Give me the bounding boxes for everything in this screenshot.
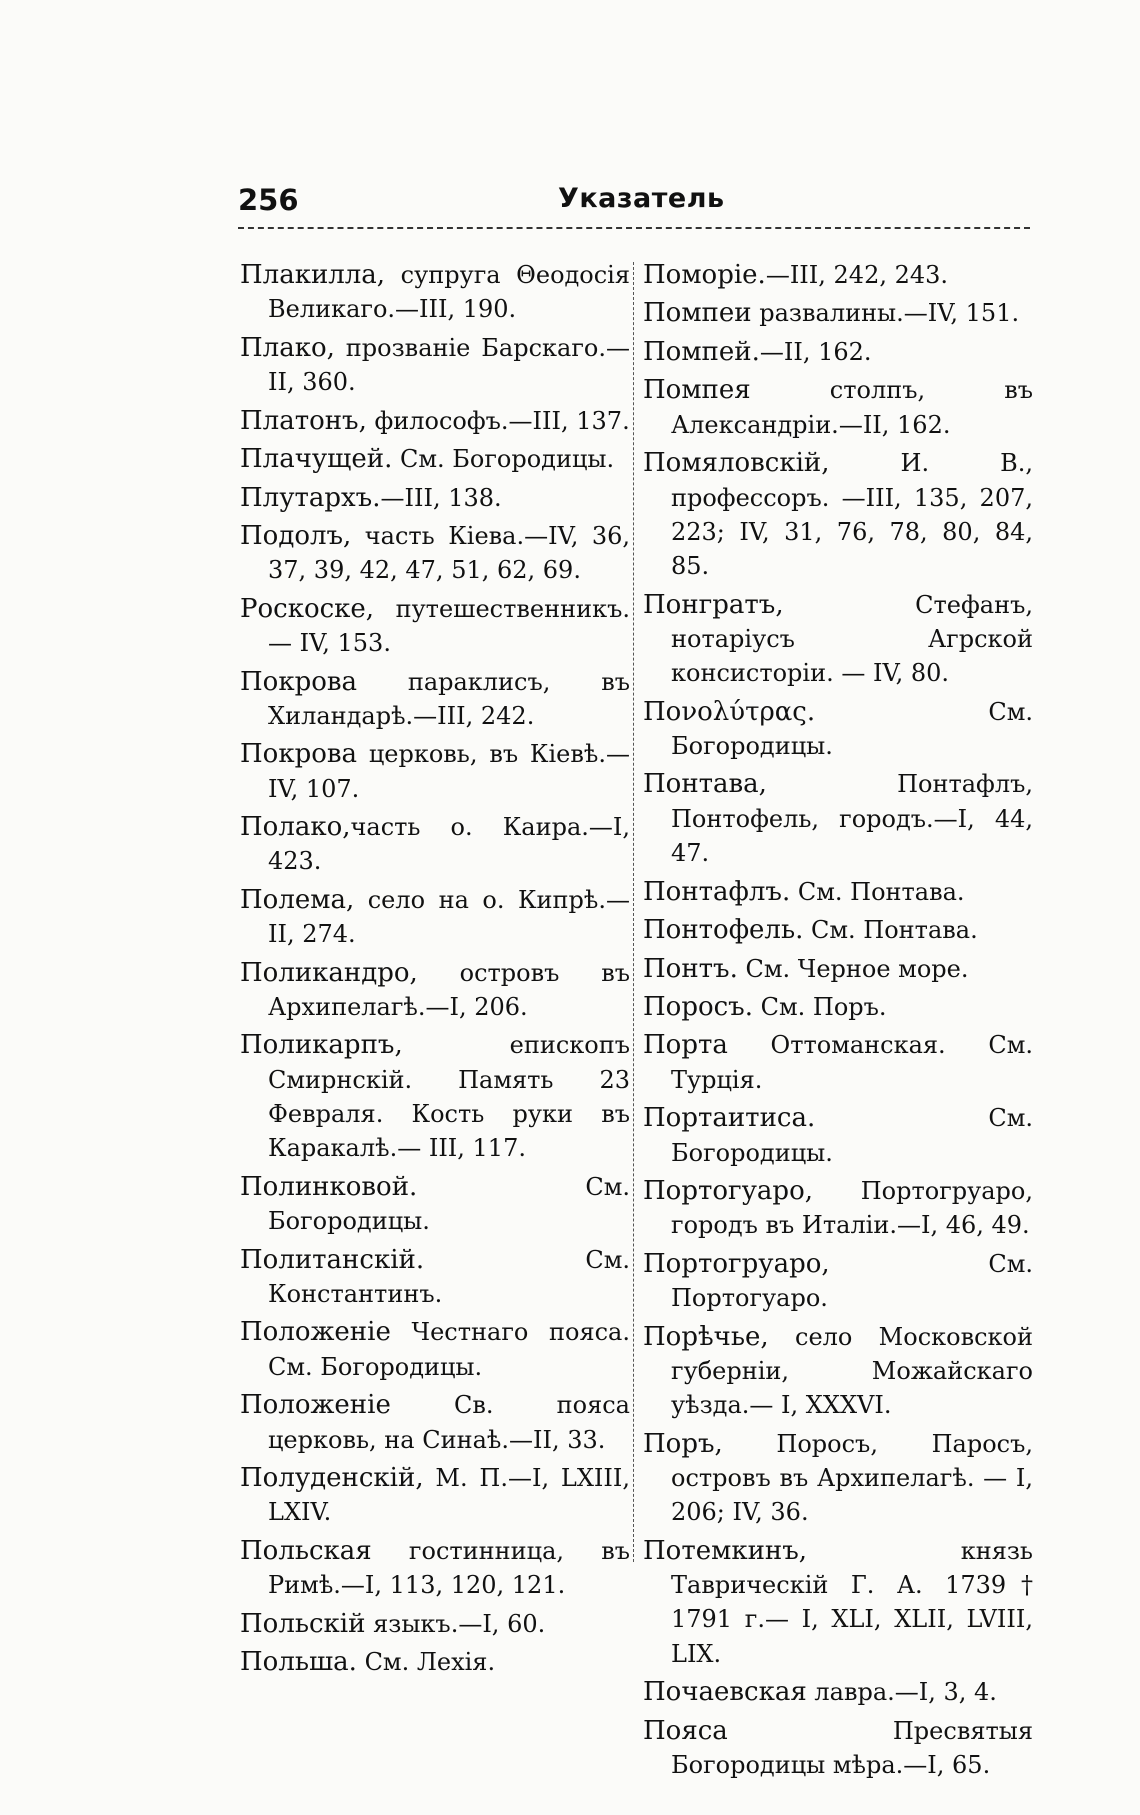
index-entry xyxy=(643,1714,1033,1783)
entry-heading: Поликандро, xyxy=(240,957,418,988)
index-entry xyxy=(643,1174,1033,1243)
entry-heading: Плутархъ. xyxy=(240,482,381,513)
entry-heading: Польша. xyxy=(240,1647,357,1678)
entry-text: параклисъ, въ Хиландарѣ.—III, 242. xyxy=(268,667,630,730)
entry-text: Портогруаро, городъ въ Италіи.—I, 46, 49. xyxy=(671,1177,1033,1240)
entry-text: гостинница, въ Римѣ.—I, 113, 120, 121. xyxy=(268,1536,630,1600)
index-entry xyxy=(240,1607,630,1641)
entry-text: Поросъ, Паросъ, островъ въ Архипелагѣ. — I, 206; IV, 36. xyxy=(671,1429,1033,1527)
index-entry xyxy=(240,1315,630,1384)
entry-heading: Подолъ, xyxy=(240,521,352,552)
entry-text: островъ въ Архипелагѣ.—I, 206. xyxy=(268,958,630,1021)
index-entry xyxy=(240,883,630,952)
entry-text: развалины.—IV, 151. xyxy=(751,299,1020,328)
entry-text: церковь, въ Кіевѣ.— IV, 107. xyxy=(268,740,630,803)
entry-heading: Помпея xyxy=(643,375,751,406)
entry-text: лавра.—I, 3, 4. xyxy=(806,1678,997,1707)
index-entry xyxy=(643,296,1033,330)
entry-heading: Помяловскій, xyxy=(643,448,830,479)
index-entry xyxy=(643,913,1033,947)
entry-heading: Плачущей. xyxy=(240,444,393,475)
index-entry xyxy=(240,519,630,588)
index-entry xyxy=(240,442,630,476)
entry-text: —III, 242, 243. xyxy=(765,261,949,289)
entry-heading: Поморіе. xyxy=(643,260,766,290)
index-entry xyxy=(643,990,1033,1024)
right-column xyxy=(643,258,1033,1786)
entry-heading: Почаевская xyxy=(643,1677,807,1708)
entry-heading: Помпеи xyxy=(643,298,752,329)
entry-text: См. Лехія. xyxy=(356,1648,496,1677)
entry-heading: Портогруаро, xyxy=(643,1248,830,1279)
entry-heading: Роскоске, xyxy=(240,593,375,624)
index-entry xyxy=(240,592,630,661)
entry-text: часть о. Каира.—I, 423. xyxy=(268,813,630,876)
entry-text: Честнаго пояса. См. Богородицы. xyxy=(268,1318,630,1381)
column-divider xyxy=(633,262,634,1562)
entry-text: Пресвятыя Богородицы мѣра.—I, 65. xyxy=(671,1716,1033,1779)
entry-heading: Польскій xyxy=(240,1608,366,1639)
entry-text: М. П.—I, LXIII, LXIV. xyxy=(268,1463,630,1527)
entry-text: И. В., профессоръ. —III, 135, 207, 223; IV, 31, 76, 78, 80, 84, 85. xyxy=(671,449,1033,581)
entry-text: См. Богородицы. xyxy=(392,445,615,474)
entry-heading: Платонъ, xyxy=(240,405,367,436)
entry-heading: Плакилла, xyxy=(240,260,386,290)
left-column xyxy=(240,258,630,1684)
index-entry xyxy=(643,767,1033,870)
index-entry xyxy=(240,810,630,879)
index-entry xyxy=(643,875,1033,909)
entry-heading: Помпей. xyxy=(643,336,760,367)
entry-heading: Полинковой. xyxy=(240,1171,418,1202)
entry-text: село на о. Кипрѣ.— II, 274. xyxy=(268,885,630,949)
entry-text: См. Черное море. xyxy=(737,954,969,983)
entry-text: См. Понтава. xyxy=(790,877,965,906)
entry-heading: Поликарпъ, xyxy=(240,1030,403,1061)
index-entry xyxy=(240,404,630,438)
entry-text: философъ.—III, 137. xyxy=(366,406,630,435)
entry-heading: Плако, xyxy=(240,332,335,363)
entry-heading: Поросъ. xyxy=(643,992,753,1022)
page-header xyxy=(238,183,1038,223)
entry-text: языкъ.—I, 60. xyxy=(365,1609,546,1638)
entry-text: См. Богородицы. xyxy=(671,1104,1033,1167)
entry-text: село Московской губерніи, Можайскаго уѣзда.— I, XXXVI. xyxy=(671,1322,1033,1420)
entry-text: —III, 138. xyxy=(380,483,502,512)
index-entry xyxy=(240,1243,630,1312)
index-entry xyxy=(240,665,630,734)
running-title: Указатель xyxy=(558,183,725,214)
index-entry xyxy=(240,1534,630,1603)
index-entry xyxy=(643,1427,1033,1530)
entry-heading: Порѣчье, xyxy=(643,1321,769,1352)
index-entry xyxy=(240,1170,630,1239)
index-entry xyxy=(643,1675,1033,1709)
entry-text: См. Поръ. xyxy=(753,993,887,1021)
entry-text: супруга Θеодосія Великаго.—III, 190. xyxy=(268,261,630,324)
entry-heading: Покрова xyxy=(240,666,358,697)
entry-heading: Положеніе xyxy=(240,1317,391,1348)
index-entry xyxy=(240,956,630,1025)
index-entry xyxy=(240,737,630,806)
index-entry xyxy=(240,1028,630,1165)
index-entry xyxy=(240,1645,630,1679)
entry-heading: Понтофель. xyxy=(643,915,804,946)
index-entry xyxy=(643,446,1033,583)
entry-text: См. Константинъ. xyxy=(268,1245,630,1308)
entry-text: Стефанъ, нотаріусъ Агрской консисторіи. — IV, 80. xyxy=(671,590,1033,688)
entry-heading: Πονολύτρας. xyxy=(643,696,816,727)
entry-text: См. Богородицы. xyxy=(268,1172,630,1236)
entry-text: столпъ, въ Александріи.—II, 162. xyxy=(671,376,1033,439)
entry-heading: Положеніе xyxy=(240,1390,391,1421)
entry-heading: Полуденскій, xyxy=(240,1462,424,1493)
index-entry xyxy=(240,1388,630,1457)
entry-text: путешественникъ.— IV, 153. xyxy=(268,594,630,658)
index-entry xyxy=(643,1534,1033,1671)
entry-heading: Понтафлъ. xyxy=(643,876,791,907)
entry-heading: Потемкинъ, xyxy=(643,1535,808,1566)
entry-text: См. Понтава. xyxy=(803,916,978,945)
entry-text: часть Кіева.—IV, 36, 37, 39, 42, 47, 51, 62, 69. xyxy=(268,522,630,585)
index-entry xyxy=(643,1247,1033,1316)
entry-heading: Понтава, xyxy=(643,769,767,800)
index-entry xyxy=(643,588,1033,691)
index-entry xyxy=(643,258,1033,292)
entry-text: —II, 162. xyxy=(759,337,872,366)
index-entry xyxy=(643,952,1033,986)
index-entry xyxy=(643,695,1033,764)
entry-heading: Пояса xyxy=(643,1715,728,1746)
index-entry xyxy=(643,335,1033,369)
entry-heading: Политанскій. xyxy=(240,1244,425,1275)
entry-text: См. Богородицы. xyxy=(671,697,1033,760)
index-entry xyxy=(643,1028,1033,1097)
entry-text: См. Портогуаро. xyxy=(671,1249,1033,1313)
entry-heading: Поръ, xyxy=(643,1428,723,1459)
entry-heading: Польская xyxy=(240,1535,372,1566)
entry-text: Оттоманская. См. Турція. xyxy=(671,1031,1033,1094)
entry-heading: Портаитиса. xyxy=(643,1103,816,1134)
entry-heading: Полако, xyxy=(240,812,351,843)
index-entry xyxy=(643,1101,1033,1170)
index-entry xyxy=(240,258,630,327)
entry-heading: Покрова xyxy=(240,739,358,770)
entry-heading: Понтъ. xyxy=(643,953,738,984)
entry-text: Понтафлъ, Понтофель, городъ.—I, 44, 47. xyxy=(671,770,1033,868)
page-number: 256 xyxy=(238,183,299,217)
index-entry xyxy=(240,481,630,515)
index-entry xyxy=(643,1320,1033,1423)
entry-text: князь Таврическій Г. А. 1739† 1791 г.— I, XLI, XLII, LVIII, LIX. xyxy=(671,1536,1033,1668)
header-rule xyxy=(238,227,1030,229)
index-entry xyxy=(240,331,630,400)
index-entry xyxy=(240,1461,630,1530)
entry-heading: Портогуаро, xyxy=(643,1176,813,1207)
entry-heading: Понгратъ, xyxy=(643,589,784,620)
entry-text: Св. пояса церковь, на Синаѣ.—II, 33. xyxy=(268,1391,630,1454)
entry-text: прозваніе Барскаго.— II, 360. xyxy=(268,333,630,397)
entry-heading: Порта xyxy=(643,1030,728,1061)
entry-heading: Полема, xyxy=(240,884,355,915)
entry-text: епископъ Смирнскій. Память 23 Февраля. Кость руки въ Каракалѣ.— III, 117. xyxy=(268,1031,630,1163)
index-entry xyxy=(643,373,1033,442)
